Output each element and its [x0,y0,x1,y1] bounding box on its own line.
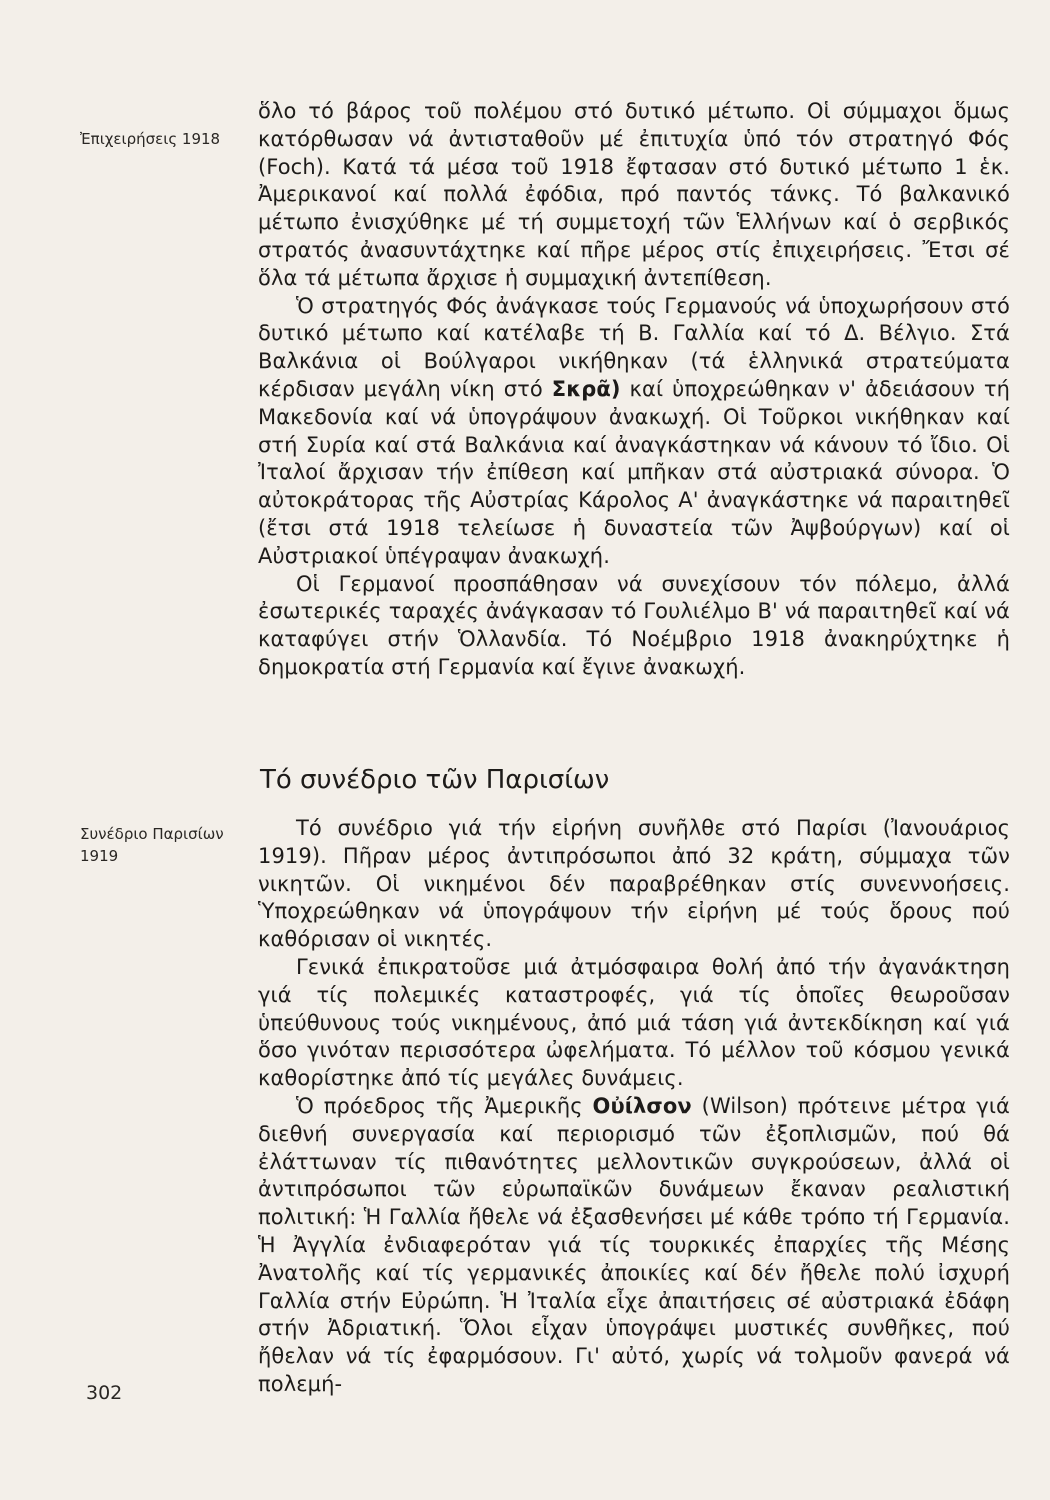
paragraph-3: Οἱ Γερμανοί προσπάθησαν νά συνεχίσουν τόν πόλεμο, ἀλλά ἐσωτερικές ταραχές ἀνάγκασαν τό Γουλιέλμο Β' νά παραιτηθεῖ καί νά καταφύγει στήν Ὁλλανδία. Τό Νοέμβριο 1918 ἀνακηρύχτηκε ἡ δημοκρατία στή Γερμανία καί ἔγινε ἀνακωχή. [258,571,1010,679]
margin-note-paris-conference [80,823,240,867]
paragraph-2-start: Ὁ στρατηγός Φός ἀνάγκασε τούς Γερμανούς νά ὑποχωρήσουν στό δυτικό μέτωπο καί κατέλαβε τή Β. Γαλλία καί τό Δ. Βέλγιο. Στά Βαλκάνια οἱ Βούλγαροι νικήθηκαν (τά ἑλληνικά στρατεύματα κέρδισαν μεγάλη νίκη στό [258,293,1010,401]
paragraph-5: Γενικά ἐπικρατοῦσε μιά ἀτμόσφαιρα θολή ἀπό τήν ἀγανάκτηση γιά τίς πολεμικές καταστροφές, γιά τίς ὁποῖες θεωροῦσαν ὑπεύθυνους τούς νικημένους, ἀπό μιά τάση γιά ἀντεκδίκηση καί γιά ὅσο γινόταν περισσότερα ὠφελήματα. Τό μέλλον τοῦ κόσμου γενικά καθορίστηκε ἀπό τίς μεγάλες δυνάμεις. [258,954,1010,1091]
paragraph-1: ὅλο τό βάρος τοῦ πολέμου στό δυτικό μέτωπο. Οἱ σύμμαχοι ὅμως κατόρθωσαν νά ἀντισταθοῦν μέ ἐπιτυχία ὑπό τόν στρατηγό Φός (Foch). Κατά τά μέσα τοῦ 1918 ἔφτασαν στό δυτικό μέτωπο 1 ἑκ. Ἀμερικανοί καί πολλά ἐφόδια, πρό παντός τάνκς. Τό βαλκανικό μέτωπο ἐνισχύθηκε μέ τή συμμετοχή τῶν Ἑλλήνων καί ὁ σερβικός στρατός ἀνασυντάχτηκε καί πῆρε μέρος στίς ἐπιχειρήσεις. Ἔτσι σέ ὅλα τά μέτωπα ἄρχισε ἡ συμμαχική ἀντεπίθεση. [258,99,1010,290]
section-1-text [258,98,1010,682]
margin-note-conference-year: 1919 [80,847,119,865]
page-number: 302 [86,1382,123,1404]
paragraph-6 [258,1093,1010,1399]
margin-note-conference-title: Συνέδριο Παρισίων [80,825,224,843]
paragraph-6-end: (Wilson) πρότεινε μέτρα γιά διεθνή συνεργασία καί περιορισμό τῶν ἐξοπλισμῶν, πού θά ἐλάττωναν τίς πιθανότητες μελλοντικῶν συγκρούσεων, ἀλλά οἱ ἀντιπρόσωποι τῶν εὐρωπαϊκῶν δυνάμεων ἔκαναν ρεαλιστική πολιτική: Ἡ Γαλλία ἤθελε νά ἐξασθενήσει μέ κάθε τρόπο τή Γερμανία. Ἡ Ἀγγλία ἐνδιαφερόταν γιά τίς τουρκικές ἐπαρχίες τῆς Μέσης Ἀνατολῆς καί τίς γερμανικές ἀποικίες καί δέν ἤθελε πολύ ἰσχυρή Γαλλία στήν Εὐρώπη. Ἡ Ἰταλία εἶχε ἀπαιτήσεις σέ αὐστριακά ἐδάφη στήν Ἀδριατική. Ὅλοι εἶχαν ὑπογράψει μυστικές συνθῆκες, πού ἤθελαν νά τίς ἐφαρμόσουν. Γι' αὐτό, χωρίς νά τολμοῦν φανερά νά πολεμή- [258,1093,1010,1396]
paragraph-2 [258,293,1010,571]
margin-note-operations-1918: Ἐπιχειρήσεις 1918 [80,130,221,148]
skra-bold-term: Σκρᾶ) [551,376,621,401]
paragraph-6-start: Ὁ πρόεδρος τῆς Ἀμερικῆς [296,1093,593,1118]
section-heading-paris-conference: Τό συνέδριο τῶν Παρισίων [260,765,610,795]
paragraph-2-end: καί ὑποχρεώθηκαν ν' ἀδειάσουν τή Μακεδονία καί νά ὑπογράψουν ἀνακωχή. Οἱ Τοῦρκοι νικήθηκαν καί στή Συρία καί στά Βαλκάνια καί ἀναγκάστηκαν νά κάνουν τό ἴδιο. Οἱ Ἰταλοί ἄρχισαν τήν ἐπίθεση καί μπῆκαν στά αὐστριακά σύνορα. Ὁ αὐτοκράτορας τῆς Αὐστρίας Κάρολος Α' ἀναγκάστηκε νά παραιτηθεῖ (ἔτσι στά 1918 τελείωσε ἡ δυναστεία τῶν Ἀψβούργων) καί οἱ Αὐστριακοί ὑπέγραψαν ἀνακωχή. [258,376,1010,568]
wilson-bold-term: Οὐίλσον [592,1093,692,1118]
paragraph-4: Τό συνέδριο γιά τήν εἰρήνη συνῆλθε στό Παρίσι (Ἰανουάριος 1919). Πῆραν μέρος ἀντιπρόσωποι ἀπό 32 κράτη, σύμμαχα τῶν νικητῶν. Οἱ νικημένοι δέν παραβρέθηκαν στίς συνεννοήσεις. Ὑποχρεώθηκαν νά ὑπογράψουν τήν εἰρήνη μέ τούς ὅρους πού καθόρισαν οἱ νικητές. [258,816,1010,952]
section-2-text [258,815,1010,1399]
